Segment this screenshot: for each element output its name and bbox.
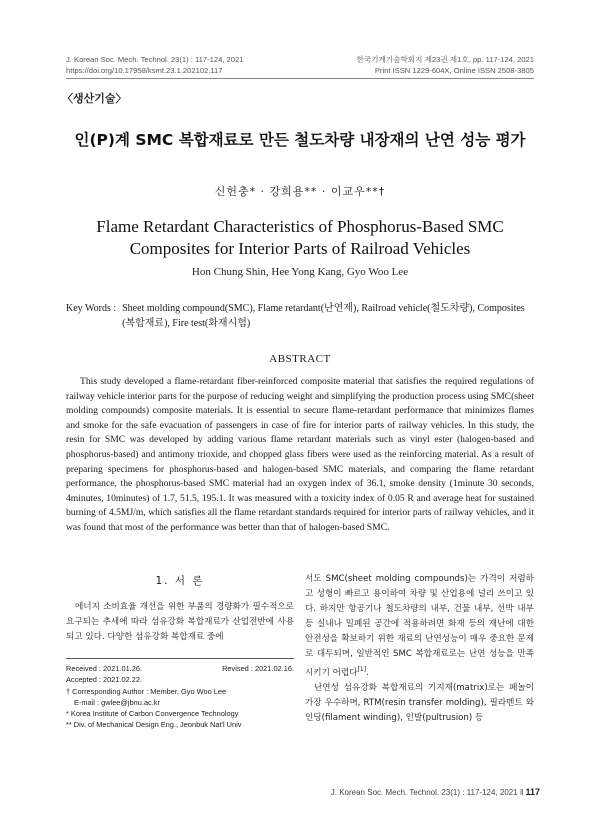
issn-info: Print ISSN 1229-604X, Online ISSN 2508-3805 <box>374 66 534 75</box>
footer-citation: J. Korean Soc. Mech. Technol. 23(1) : 117-124, 2021 <box>330 788 518 797</box>
column-right <box>305 572 534 726</box>
column-left <box>66 600 294 645</box>
keywords-label: Key Words : <box>66 303 117 314</box>
affiliation-1: * Korea Institute of Carbon Convergence Technology <box>66 709 239 719</box>
keywords-text: Sheet molding compound(SMC), Flame retardant(난연제), Railroad vehicle(철도차량), Composites (복합재료), Fire test(화재시험) <box>122 303 525 329</box>
affiliation-2: ** Div. of Mechanical Design Eng., Jeonbuk Nat'l Univ <box>66 720 242 730</box>
running-header-left <box>66 54 243 76</box>
header-divider <box>66 78 534 79</box>
footnote-divider <box>66 658 294 659</box>
title-english: Flame Retardant Characteristics of Phosphorus-Based SMC Composites for Interior Parts of Railroad Vehicles <box>96 217 504 258</box>
keywords <box>66 302 534 331</box>
abstract-text: This study developed a flame-retardant fiber-reinforced composite material that satisfies the required regulations of railway vehicle interior parts for the purpose of reducing weight and simplifying the production process using SMC(sheet molding compounds) composite materials. It is essential to secure flame-retardant performance that minimizes flames and smoke for the safe evacuation of passengers in case of fire for interior parts of railway vehicles. In this study, the resin for SMC was developed by adding various flame retardant materials such as vinyl ester (halogen-based and phosphorus-based) and antimony trioxide, and chopped glass fibers were used as the reinforcing material. As a result of preparing specimens for phosphorus-based and halogen-based SMC materials, and comparing the flame retardant performance, the phosphorus-based SMC material had an oxygen index of 36.1, smoke density (1minute 30 seconds, 4minutes, 10minutes) of 1.7, 51.5, 195.1. It was measured with a toxicity index of 0.05 R and average heat for sustained burning of 4.5MJ/m, which satisfies all the flame retardant standards required for interior parts of railway vehicles, and it was found that most of the performance was better than that of halogen-based SMC. <box>66 376 534 533</box>
received-date: Received : 2021.01.26. <box>66 664 143 673</box>
intro-paragraph-left: 에너지 소비효율 개선을 위한 부품의 경량화가 필수적으로 요구되는 추세에 따라 섬유강화 복합재료가 산업전반에 사용되고 있다. 다양한 섬유강화 복합재료 중에 <box>66 602 294 642</box>
citation-ref[interactable]: [1] <box>357 666 367 673</box>
corresponding-author: † Corresponding Author : Member, Gyo Woo Lee <box>66 686 227 696</box>
revised-date: Revised : 2021.02.16. <box>222 664 294 673</box>
title-korean: 인(P)계 SMC 복합재료로 만든 철도차량 내장재의 난연 성능 평가 <box>74 131 526 149</box>
section-tag: 〈생산기술〉 <box>62 92 127 105</box>
journal-citation: J. Korean Soc. Mech. Technol. 23(1) : 117-124, 2021 <box>66 55 244 64</box>
authors-korean: 신헌충* · 강희용** · 이교우**† <box>214 185 386 198</box>
intro-paragraph-right-1-end: . <box>366 667 369 678</box>
intro-paragraph-right-1-text: 서도 SMC(sheet molding compounds)는 가격이 저렴하고 성형이 빠르고 용이하여 차량 및 산업용에 널리 쓰이고 있다. 하지만 항공기나 철도차량의 내부, 건물 내부, 선박 내부 등 실내나 밀폐된 공간에 적용하려면 화재 등의 재난에 대한 안전성을 확보하기 위한 재료의 난연성능이 매우 중요한 문제로 대두되며, 일반적인 SMC 복합재료로는 난연 성능을 만족시키기 어렵다 <box>305 574 534 678</box>
intro-paragraph-right-1 <box>305 572 534 681</box>
journal-citation-korean: 한국기계기술학회지 제23권 제1호, pp. 117-124, 2021 <box>356 55 534 64</box>
footnotes <box>66 663 294 731</box>
page-number: 117 <box>525 787 540 797</box>
footer-separator: ‖ <box>519 788 526 797</box>
section-heading-introduction: 1. 서 론 <box>155 575 205 587</box>
doi-link[interactable]: https://doi.org/10.17958/ksmt.23.1.202102.117 <box>66 66 223 75</box>
page-footer <box>331 787 540 797</box>
intro-paragraph-right-2: 난연성 섬유강화 복합재료의 기지재(matrix)로는 페놀이 가장 우수하며, RTM(resin transfer molding), 필라멘트 와인딩(filament winding), 인발(pultrusion) 등 <box>305 682 534 723</box>
running-header-right <box>356 54 534 76</box>
accepted-date: Accepted : 2021.02.22. <box>66 675 143 685</box>
authors-english: Hon Chung Shin, Hee Yong Kang, Gyo Woo Lee <box>191 266 409 278</box>
abstract-heading: ABSTRACT <box>269 353 331 365</box>
author-email[interactable]: E-mail : gwlee@jbnu.ac.kr <box>74 697 160 707</box>
